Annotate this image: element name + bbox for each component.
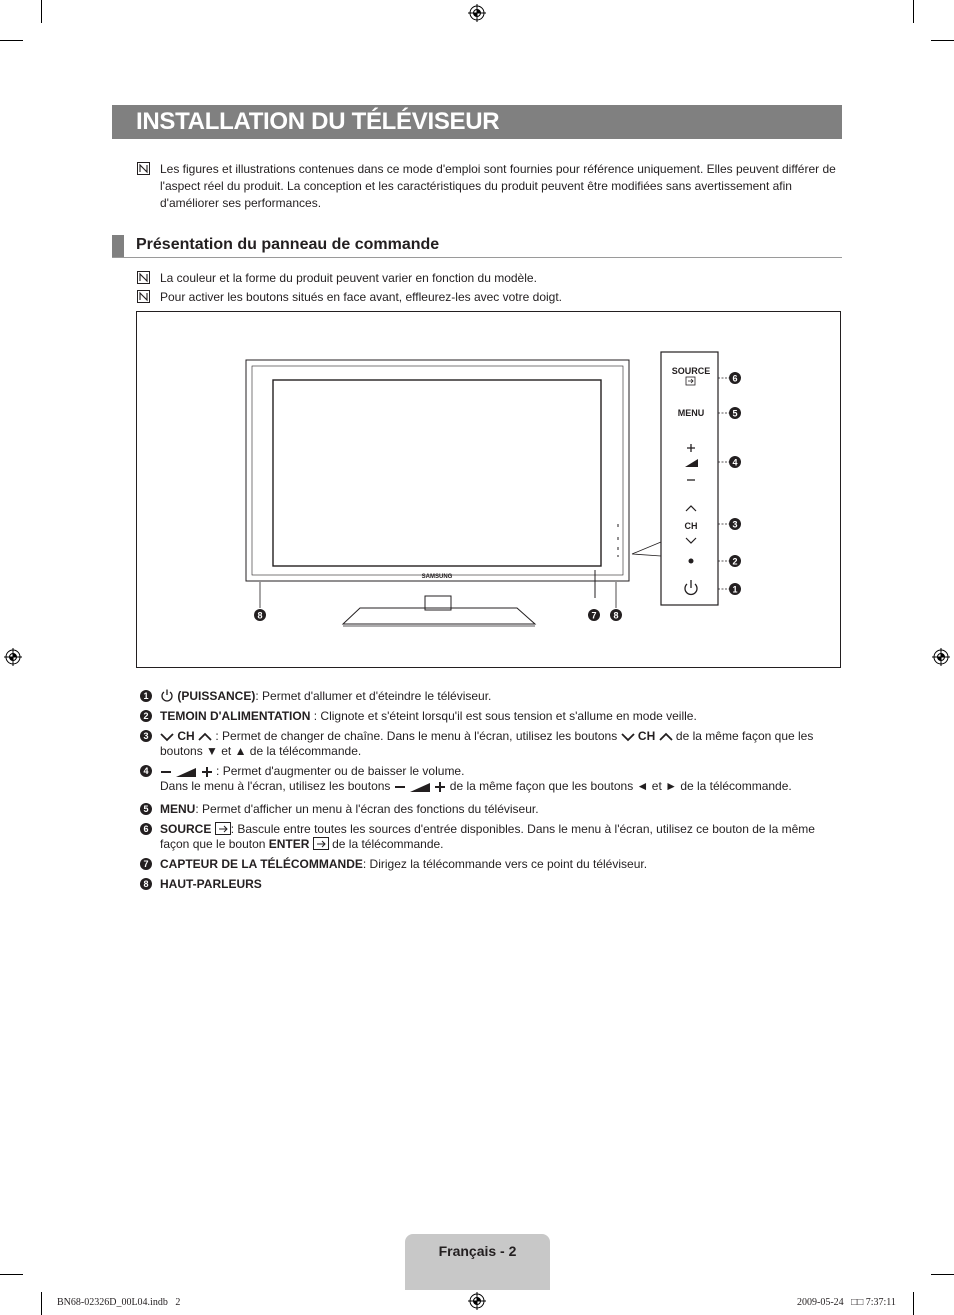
crop-mark xyxy=(913,0,914,23)
svg-text:3: 3 xyxy=(732,519,738,530)
chevron-up-icon xyxy=(686,506,696,511)
volume-icon xyxy=(685,459,698,467)
text-menu: : Permet d'afficher un menu à l'écran des fonctions du téléviseur. xyxy=(195,802,539,816)
callout-6 xyxy=(729,372,741,384)
description-item-6 xyxy=(140,822,840,852)
callout-number: 3 xyxy=(140,730,152,742)
page-footer-tab xyxy=(405,1234,550,1290)
registration-mark-icon xyxy=(4,648,22,666)
text-ch-b: de la même façon que les boutons ▼ et ▲ de la télécommande. xyxy=(160,729,814,758)
description-item-3 xyxy=(140,729,840,759)
callout-number: 7 xyxy=(140,858,152,870)
chevron-up-icon xyxy=(659,732,673,742)
description-item-2 xyxy=(140,709,840,724)
crop-mark xyxy=(0,1274,23,1275)
callout-number: 2 xyxy=(140,710,152,722)
callout-1 xyxy=(729,583,741,595)
label-ch: CH xyxy=(637,729,656,743)
enter-icon xyxy=(313,837,329,850)
tv-stand xyxy=(343,596,535,626)
callout-7 xyxy=(588,609,600,621)
volume-up-icon xyxy=(201,767,213,777)
tv-body xyxy=(246,360,629,598)
section-heading xyxy=(112,235,842,258)
svg-text:8: 8 xyxy=(613,610,619,621)
zoom-connector xyxy=(632,542,661,556)
intro-note xyxy=(137,161,837,212)
label-ch: CH xyxy=(177,729,195,743)
text-volume-c: de la même façon que les boutons ◄ et ► de la télécommande. xyxy=(446,779,792,793)
label-power: (PUISSANCE) xyxy=(177,689,256,703)
note-icon xyxy=(137,290,150,303)
callout-number: 4 xyxy=(140,765,152,777)
label-enter: ENTER xyxy=(268,837,310,851)
power-icon xyxy=(685,580,697,594)
section-marker xyxy=(112,235,124,257)
volume-icon xyxy=(175,767,197,777)
svg-text:5: 5 xyxy=(732,408,738,419)
callout-number: 1 xyxy=(140,690,152,702)
crop-mark xyxy=(41,1292,42,1315)
intro-note-text: Les figures et illustrations contenues dans ce mode d'emploi sont fournies pour référence uniquement. Elles peuvent différer de l'aspect réel du produit. La conception et les caractéristiques du produit peuvent être modifiées sans avertissement afin d'améliorer ses performances. xyxy=(160,162,836,210)
source-icon xyxy=(215,822,231,835)
callout-5 xyxy=(729,407,741,419)
volume-up-icon xyxy=(687,444,695,452)
chevron-down-icon xyxy=(621,732,635,742)
crop-mark xyxy=(931,1274,954,1275)
section-note xyxy=(137,270,837,287)
page-title: INSTALLATION DU TÉLÉVISEUR xyxy=(136,108,500,135)
text-power: : Permet d'allumer et d'éteindre le téléviseur. xyxy=(255,689,492,703)
volume-up-icon xyxy=(434,782,446,792)
callout-3 xyxy=(729,518,741,530)
section-note-text: La couleur et la forme du produit peuvent varier en fonction du modèle. xyxy=(160,271,537,285)
description-item-8 xyxy=(140,877,840,892)
ch-label: CH xyxy=(684,521,698,531)
callout-4 xyxy=(729,456,741,468)
volume-icon xyxy=(409,782,431,792)
slug-file: BN68-02326D_00L04.indb 2 xyxy=(57,1297,181,1308)
text-ch-a: : Permet de changer de chaîne. Dans le menu à l'écran, utilisez les boutons xyxy=(212,729,621,743)
volume-down-icon xyxy=(394,782,406,792)
control-panel-figure xyxy=(136,311,841,668)
description-item-4 xyxy=(140,764,840,794)
svg-text:7: 7 xyxy=(591,610,597,621)
section-title: Présentation du panneau de commande xyxy=(136,236,440,253)
text-volume-b: Dans le menu à l'écran, utilisez les boutons xyxy=(160,779,394,793)
callout-8 xyxy=(610,609,622,621)
registration-mark-icon xyxy=(932,648,950,666)
text-volume-a: : Permet d'augmenter ou de baisser le volume. xyxy=(212,764,465,778)
crop-mark xyxy=(0,40,23,41)
crop-mark xyxy=(41,0,42,23)
text-remote-sensor: : Dirigez la télécommande vers ce point du téléviseur. xyxy=(362,857,648,871)
note-icon xyxy=(137,271,150,284)
svg-text:1: 1 xyxy=(732,584,738,595)
callout-leaders xyxy=(718,378,729,589)
svg-text:8: 8 xyxy=(257,610,263,621)
chevron-up-icon xyxy=(198,732,212,742)
crop-mark xyxy=(931,40,954,41)
control-panel xyxy=(661,352,718,605)
description-item-1 xyxy=(140,689,840,704)
text-source-a: : Bascule entre toutes les sources d'entrée disponibles. Dans le menu à l'écran, utilisez ce bouton de la même façon que le bouton xyxy=(160,822,815,851)
note-icon xyxy=(137,162,150,175)
callout-number: 8 xyxy=(140,878,152,890)
volume-down-icon xyxy=(160,767,172,777)
callout-number: 6 xyxy=(140,823,152,835)
section-note-text: Pour activer les boutons situés en face avant, effleurez-les avec votre doigt. xyxy=(160,290,562,304)
callout-2 xyxy=(729,555,741,567)
description-item-5 xyxy=(140,802,840,817)
registration-mark-icon xyxy=(468,1292,486,1310)
chevron-down-icon xyxy=(160,732,174,742)
source-icon xyxy=(686,377,695,385)
title-bar xyxy=(112,105,842,139)
text-source-b: de la télécommande. xyxy=(328,837,444,851)
crop-mark xyxy=(913,1292,914,1315)
section-note xyxy=(137,289,837,306)
text-power-indicator: : Clignote et s'éteint lorsqu'il est sous tension et s'allume en mode veille. xyxy=(310,709,697,723)
source-label: SOURCE xyxy=(671,366,711,376)
power-indicator-icon xyxy=(689,559,694,564)
svg-text:4: 4 xyxy=(732,457,738,468)
svg-text:6: 6 xyxy=(732,373,738,384)
label-menu: MENU xyxy=(160,802,196,816)
slug-date: 2009-05-24 □□ 7:37:11 xyxy=(797,1297,896,1308)
description-item-7 xyxy=(140,857,840,872)
label-speakers: HAUT-PARLEURS xyxy=(160,877,262,891)
menu-label: MENU xyxy=(677,408,705,418)
label-remote-sensor: CAPTEUR DE LA TÉLÉCOMMANDE xyxy=(160,857,363,871)
label-power-indicator: TEMOIN D'ALIMENTATION xyxy=(160,709,311,723)
chevron-down-icon xyxy=(686,538,696,543)
page-number: Français - 2 xyxy=(438,1243,517,1259)
power-icon xyxy=(160,689,174,702)
tv-illustration xyxy=(137,312,840,667)
callout-number: 5 xyxy=(140,803,152,815)
callout-8 xyxy=(254,609,266,621)
registration-mark-icon xyxy=(468,4,486,22)
brand-logo: SAMSUNG xyxy=(421,574,453,580)
label-source: SOURCE xyxy=(160,822,212,836)
svg-text:2: 2 xyxy=(732,556,738,567)
